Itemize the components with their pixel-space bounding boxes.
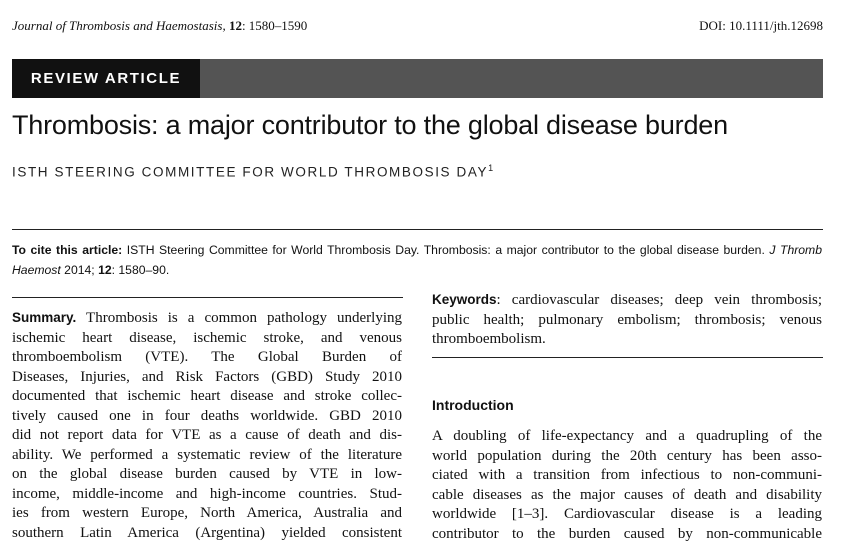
introduction-line: A doubling of life-expectancy and a quadrupling of the: [432, 427, 822, 447]
introduction-paragraph: [432, 427, 822, 544]
summary-line: ies from western Europe, North America, Australia and: [12, 504, 402, 524]
citation-year: 2014;: [61, 263, 98, 277]
summary-line: did not report data for VTE as a cause of death and dis-: [12, 426, 402, 446]
summary-line: Diseases, Injuries, and Risk Factors (GBD) Study 2010: [12, 368, 402, 388]
introduction-line: ciated with a transition from infectious to non-communi-: [432, 466, 822, 486]
keywords-bottom-rule: [432, 357, 823, 358]
introduction-line: worldwide [1–3]. Cardiovascular disease is a leading: [432, 505, 822, 525]
doi-link[interactable]: DOI: 10.1111/jth.12698: [699, 18, 823, 34]
keywords-line: public health; pulmonary embolism; thrombosis; venous: [432, 311, 822, 331]
keywords-line: Keywords: cardiovascular diseases; deep vein thrombosis;: [432, 290, 822, 311]
article-type-banner: [12, 59, 823, 98]
author-footnote-marker[interactable]: 1: [488, 163, 493, 173]
summary-line: ability. We performed a systematic review of the literature: [12, 446, 402, 466]
keywords-paragraph: [432, 290, 822, 350]
keywords-label: Keywords: [432, 292, 497, 307]
article-title: Thrombosis: a major contributor to the global disease burden: [12, 110, 728, 141]
citation-text: ISTH Steering Committee for World Thrombosis Day. Thrombosis: a major contributor to the global disease burden.: [122, 243, 769, 257]
journal-name: Journal of Thrombosis and Haemostasis: [12, 18, 222, 33]
citation-volume: 12: [98, 263, 112, 277]
introduction-line: contributor to the burden caused by non-communicable: [432, 525, 822, 544]
summary-line: on the global disease burden caused by VTE in low-: [12, 465, 402, 485]
citation-label: To cite this article:: [12, 243, 122, 257]
introduction-line: world population during the 20th century has been asso-: [432, 447, 822, 467]
summary-line: Summary. Thrombosis is a common pathology underlying: [12, 308, 402, 329]
summary-paragraph: [12, 308, 402, 543]
journal-citation: Journal of Thrombosis and Haemostasis, 12: 1580–1590: [12, 18, 307, 34]
article-authors: [12, 163, 493, 180]
summary-top-rule: [12, 297, 403, 298]
introduction-line: cable diseases as the major causes of death and disability: [432, 486, 822, 506]
running-header: [12, 18, 823, 34]
introduction-heading: Introduction: [432, 397, 514, 413]
citation-journal: J Thromb Haemost: [12, 243, 822, 277]
keywords-line: thromboembolism.: [432, 330, 822, 350]
citation-pages: : 1580–90.: [112, 263, 170, 277]
summary-line: income, middle-income and high-income countries. Stud-: [12, 485, 402, 505]
author-name[interactable]: ISTH STEERING COMMITTEE FOR WORLD THROMBOSIS DAY: [12, 165, 488, 180]
journal-pages: : 1580–1590: [242, 18, 307, 33]
summary-label: Summary.: [12, 310, 76, 325]
citation-block: [12, 240, 822, 280]
summary-line: documented that ischemic heart disease and stroke collec-: [12, 387, 402, 407]
article-type-label: REVIEW ARTICLE: [12, 59, 200, 98]
summary-line: ischemic heart disease, ischemic stroke, and venous: [12, 329, 402, 349]
summary-line: southern Latin America (Argentina) yielded consistent: [12, 524, 402, 544]
citation-top-rule: [12, 229, 823, 230]
summary-line: tively caused one in four deaths worldwide. GBD 2010: [12, 407, 402, 427]
summary-line: thromboembolism (VTE). The Global Burden of: [12, 348, 402, 368]
journal-volume: 12: [229, 18, 242, 33]
